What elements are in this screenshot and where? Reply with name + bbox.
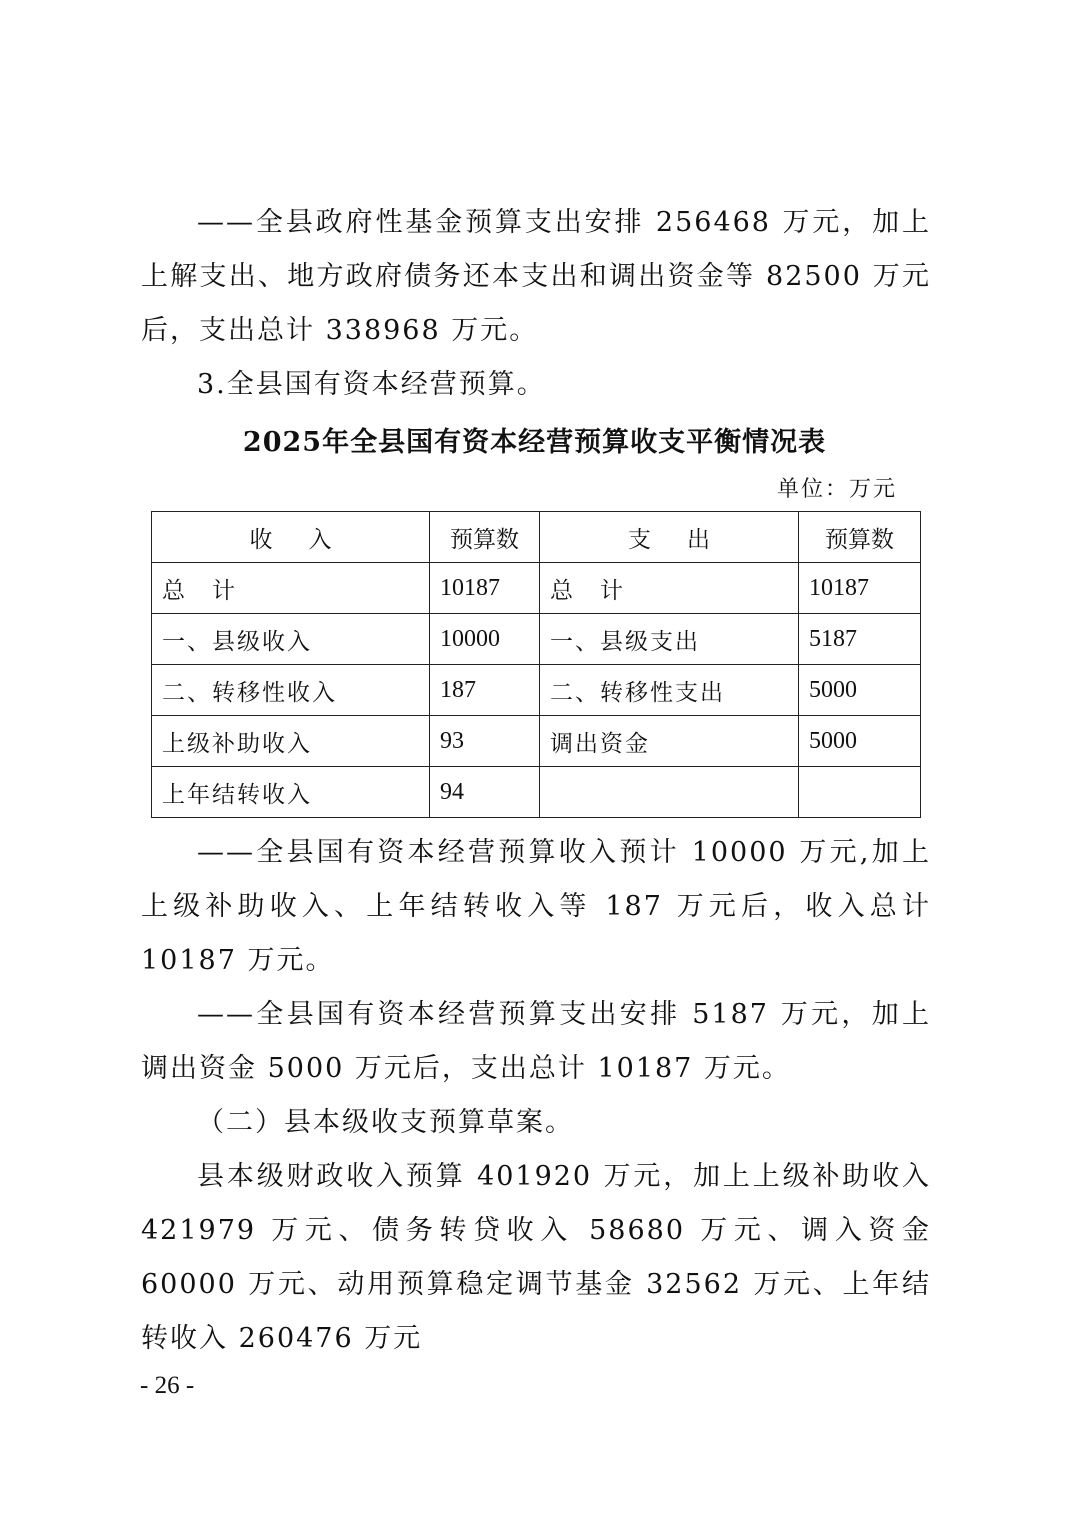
income-value: 187 bbox=[430, 665, 540, 716]
expenditure-item: 二、转移性支出 bbox=[540, 665, 799, 716]
table-header-row bbox=[152, 512, 921, 563]
income-value: 94 bbox=[430, 767, 540, 818]
budget-balance-table bbox=[151, 511, 921, 818]
paragraph-county-revenue: 县本级财政收入预算 401920 万元，加上上级补助收入 421979 万元、债务转贷收入 58680 万元、调入资金 60000 万元、动用预算稳定调节基金 32562 万元、上年结转收入 260476 万元 bbox=[141, 1161, 931, 1354]
income-item: 二、转移性收入 bbox=[152, 665, 430, 716]
expenditure-value: 5000 bbox=[799, 665, 921, 716]
expenditure-value: 10187 bbox=[799, 563, 921, 614]
table-row bbox=[152, 563, 921, 614]
table-row bbox=[152, 614, 921, 665]
paragraph-capital-expenditure: ——全县国有资本经营预算支出安排 5187 万元，加上调出资金 5000 万元后，支出总计 10187 万元。 bbox=[141, 999, 931, 1084]
section-heading-state-capital: 3.全县国有资本经营预算。 bbox=[197, 369, 546, 400]
table-title: 2025年全县国有资本经营预算收支平衡情况表 bbox=[242, 427, 827, 458]
expenditure-item: 总 计 bbox=[540, 563, 799, 614]
income-item: 总 计 bbox=[152, 563, 430, 614]
section-heading-county-level: （二）县本级收支预算草案。 bbox=[197, 1107, 574, 1138]
income-value: 10000 bbox=[430, 614, 540, 665]
paragraph-capital-income: ——全县国有资本经营预算收入预计 10000 万元,加上上级补助收入、上年结转收入等 187 万元后，收入总计 10187 万元。 bbox=[141, 837, 931, 976]
expenditure-value bbox=[799, 767, 921, 818]
income-value: 10187 bbox=[430, 563, 540, 614]
table-row bbox=[152, 665, 921, 716]
header-expenditure-budget: 预算数 bbox=[799, 512, 921, 563]
expenditure-item bbox=[540, 767, 799, 818]
page-number: - 26 - bbox=[140, 1372, 195, 1399]
header-income-budget: 预算数 bbox=[430, 512, 540, 563]
expenditure-value: 5000 bbox=[799, 716, 921, 767]
paragraph-fund-expenditure: ——全县政府性基金预算支出安排 256468 万元，加上上解支出、地方政府债务还本支出和调出资金等 82500 万元后，支出总计 338968 万元。 bbox=[141, 207, 931, 346]
table-row bbox=[152, 716, 921, 767]
header-expenditure: 支出 bbox=[540, 512, 799, 563]
income-item: 上级补助收入 bbox=[152, 716, 430, 767]
expenditure-item: 一、县级支出 bbox=[540, 614, 799, 665]
expenditure-item: 调出资金 bbox=[540, 716, 799, 767]
table-unit: 单位：万元 bbox=[776, 477, 897, 502]
table-row bbox=[152, 767, 921, 818]
income-item: 一、县级收入 bbox=[152, 614, 430, 665]
income-value: 93 bbox=[430, 716, 540, 767]
expenditure-value: 5187 bbox=[799, 614, 921, 665]
header-income: 收入 bbox=[152, 512, 430, 563]
income-item: 上年结转收入 bbox=[152, 767, 430, 818]
